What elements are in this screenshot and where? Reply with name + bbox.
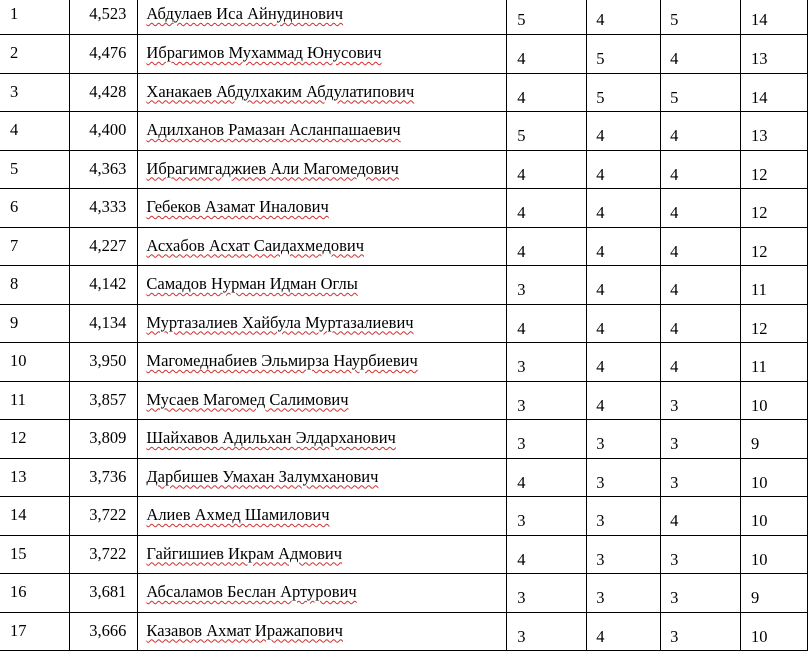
total-score-cell bbox=[741, 343, 808, 382]
grade-1-cell bbox=[507, 574, 587, 613]
grade-2-cell bbox=[587, 189, 661, 228]
grade-2-cell bbox=[587, 612, 661, 651]
grade-3-text: 3 bbox=[670, 395, 679, 415]
grade-1-cell bbox=[507, 189, 587, 228]
average-score-text: 4,333 bbox=[89, 197, 127, 216]
student-name-cell bbox=[138, 0, 507, 35]
row-number-text: 14 bbox=[10, 505, 27, 524]
student-name-text: Алиев Ахмед Шамилович bbox=[146, 505, 330, 524]
total-score-cell bbox=[741, 381, 808, 420]
table-row bbox=[0, 0, 808, 35]
row-number-text: 5 bbox=[10, 158, 19, 178]
grade-3-text: 3 bbox=[670, 549, 679, 569]
grade-3-cell bbox=[661, 112, 741, 151]
grade-1-text: 3 bbox=[517, 395, 526, 415]
grade-3-text: 3 bbox=[670, 588, 679, 607]
student-name-cell bbox=[138, 227, 507, 266]
average-score-cell bbox=[70, 150, 138, 189]
average-score-text: 3,736 bbox=[89, 466, 127, 486]
row-number-text: 10 bbox=[10, 351, 27, 370]
average-score-text: 3,950 bbox=[89, 351, 127, 370]
student-name-cell bbox=[138, 266, 507, 305]
grade-1-cell bbox=[507, 497, 587, 536]
grade-3-text: 4 bbox=[670, 49, 679, 68]
table-row bbox=[0, 266, 808, 305]
grade-2-text: 4 bbox=[596, 318, 605, 338]
table-row bbox=[0, 612, 808, 651]
grade-2-text: 4 bbox=[596, 10, 605, 29]
grade-2-cell bbox=[587, 574, 661, 613]
total-score-text: 10 bbox=[751, 626, 768, 646]
student-name-text: Гебеков Азамат Иналович bbox=[146, 197, 329, 216]
student-name-cell bbox=[138, 458, 507, 497]
row-number-text: 17 bbox=[10, 620, 27, 640]
grade-1-cell bbox=[507, 73, 587, 112]
grade-3-cell bbox=[661, 150, 741, 189]
average-score-cell bbox=[70, 189, 138, 228]
grade-1-text: 3 bbox=[517, 588, 526, 607]
average-score-text: 3,722 bbox=[89, 543, 127, 563]
grade-1-text: 3 bbox=[517, 626, 526, 646]
row-number-text: 4 bbox=[10, 120, 19, 139]
grade-3-cell bbox=[661, 0, 741, 35]
grade-3-text: 5 bbox=[670, 87, 679, 107]
row-number-cell bbox=[0, 535, 70, 574]
row-number-cell bbox=[0, 0, 70, 35]
grade-1-cell bbox=[507, 112, 587, 151]
grade-1-text: 4 bbox=[517, 472, 526, 492]
student-name-cell bbox=[138, 343, 507, 382]
average-score-text: 4,428 bbox=[89, 81, 127, 101]
grade-2-text: 3 bbox=[596, 588, 605, 607]
total-score-cell bbox=[741, 189, 808, 228]
student-name-text: Ханакаев Абдулхаким Абдулатипович bbox=[146, 81, 415, 101]
total-score-cell bbox=[741, 227, 808, 266]
grade-1-cell bbox=[507, 343, 587, 382]
grade-2-text: 3 bbox=[596, 434, 605, 453]
grade-2-text: 3 bbox=[596, 511, 605, 530]
grade-1-cell bbox=[507, 535, 587, 574]
average-score-cell bbox=[70, 612, 138, 651]
grade-1-cell bbox=[507, 381, 587, 420]
grade-1-cell bbox=[507, 420, 587, 459]
grade-2-cell bbox=[587, 112, 661, 151]
row-number-cell bbox=[0, 420, 70, 459]
row-number-cell bbox=[0, 227, 70, 266]
average-score-cell bbox=[70, 497, 138, 536]
total-score-cell bbox=[741, 112, 808, 151]
student-name-text: Магомеднабиев Эльмирза Наурбиевич bbox=[146, 351, 418, 370]
grade-3-text: 3 bbox=[670, 472, 679, 492]
grade-3-cell bbox=[661, 381, 741, 420]
grade-2-cell bbox=[587, 0, 661, 35]
student-name-cell bbox=[138, 381, 507, 420]
row-number-text: 9 bbox=[10, 312, 19, 332]
grade-1-text: 4 bbox=[517, 318, 526, 338]
grade-2-text: 4 bbox=[596, 280, 605, 299]
table-row bbox=[0, 112, 808, 151]
student-name-cell bbox=[138, 304, 507, 343]
grade-1-text: 4 bbox=[517, 87, 526, 107]
grade-2-cell bbox=[587, 497, 661, 536]
table-row bbox=[0, 420, 808, 459]
student-name-text: Асхабов Асхат Саидахмедович bbox=[146, 235, 365, 255]
grade-3-text: 3 bbox=[670, 626, 679, 646]
grade-2-cell bbox=[587, 420, 661, 459]
total-score-cell bbox=[741, 0, 808, 35]
total-score-text: 12 bbox=[751, 241, 768, 261]
grade-2-text: 5 bbox=[596, 49, 605, 68]
total-score-cell bbox=[741, 612, 808, 651]
student-name-cell bbox=[138, 35, 507, 74]
grade-3-text: 3 bbox=[670, 434, 679, 453]
grade-3-cell bbox=[661, 227, 741, 266]
grade-2-cell bbox=[587, 35, 661, 74]
grade-2-text: 4 bbox=[596, 203, 605, 222]
grade-2-cell bbox=[587, 73, 661, 112]
row-number-text: 12 bbox=[10, 428, 27, 447]
grade-1-text: 4 bbox=[517, 241, 526, 261]
grade-2-cell bbox=[587, 150, 661, 189]
student-name-text: Казавов Ахмат Иражапович bbox=[146, 620, 343, 640]
average-score-text: 3,666 bbox=[89, 620, 127, 640]
average-score-cell bbox=[70, 535, 138, 574]
grade-1-text: 4 bbox=[517, 203, 526, 222]
row-number-text: 3 bbox=[10, 81, 19, 101]
total-score-cell bbox=[741, 535, 808, 574]
row-number-text: 15 bbox=[10, 543, 27, 563]
grade-2-text: 4 bbox=[596, 126, 605, 145]
table-row bbox=[0, 73, 808, 112]
grade-2-cell bbox=[587, 227, 661, 266]
grade-2-cell bbox=[587, 304, 661, 343]
total-score-cell bbox=[741, 574, 808, 613]
grade-2-cell bbox=[587, 458, 661, 497]
grade-3-cell bbox=[661, 35, 741, 74]
row-number-cell bbox=[0, 35, 70, 74]
total-score-cell bbox=[741, 73, 808, 112]
grade-2-text: 4 bbox=[596, 395, 605, 415]
table-row bbox=[0, 227, 808, 266]
average-score-text: 3,857 bbox=[89, 389, 127, 409]
grade-1-text: 4 bbox=[517, 49, 526, 68]
table-row bbox=[0, 381, 808, 420]
row-number-cell bbox=[0, 112, 70, 151]
grade-1-text: 3 bbox=[517, 357, 526, 376]
student-name-cell bbox=[138, 73, 507, 112]
total-score-text: 13 bbox=[751, 49, 768, 68]
total-score-text: 10 bbox=[751, 472, 768, 492]
average-score-text: 4,476 bbox=[89, 43, 127, 62]
grade-3-text: 5 bbox=[670, 10, 679, 29]
total-score-text: 10 bbox=[751, 395, 768, 415]
table-row bbox=[0, 35, 808, 74]
grade-1-cell bbox=[507, 458, 587, 497]
grade-2-text: 5 bbox=[596, 87, 605, 107]
total-score-text: 13 bbox=[751, 126, 768, 145]
student-name-text: Гайгишиев Икрам Адмович bbox=[146, 543, 343, 563]
grade-1-cell bbox=[507, 612, 587, 651]
row-number-cell bbox=[0, 458, 70, 497]
student-name-text: Ибрагимов Мухаммад Юнусович bbox=[146, 43, 382, 62]
grade-2-text: 3 bbox=[596, 549, 605, 569]
grade-2-text: 4 bbox=[596, 164, 605, 184]
table-row bbox=[0, 535, 808, 574]
row-number-cell bbox=[0, 266, 70, 305]
student-name-text: Шайхавов Адильхан Элдарханович bbox=[146, 428, 396, 447]
total-score-text: 14 bbox=[751, 87, 768, 107]
average-score-cell bbox=[70, 266, 138, 305]
row-number-cell bbox=[0, 612, 70, 651]
grade-1-cell bbox=[507, 304, 587, 343]
average-score-cell bbox=[70, 574, 138, 613]
average-score-text: 4,523 bbox=[89, 4, 127, 23]
row-number-text: 8 bbox=[10, 274, 19, 293]
grade-2-cell bbox=[587, 535, 661, 574]
row-number-cell bbox=[0, 381, 70, 420]
total-score-text: 12 bbox=[751, 318, 768, 338]
student-name-text: Дарбишев Умахан Залумханович bbox=[146, 466, 379, 486]
row-number-cell bbox=[0, 343, 70, 382]
student-name-cell bbox=[138, 535, 507, 574]
grade-3-cell bbox=[661, 73, 741, 112]
table-row bbox=[0, 189, 808, 228]
total-score-cell bbox=[741, 497, 808, 536]
row-number-text: 13 bbox=[10, 466, 27, 486]
total-score-cell bbox=[741, 304, 808, 343]
table-row bbox=[0, 458, 808, 497]
grade-3-cell bbox=[661, 189, 741, 228]
grade-2-text: 3 bbox=[596, 472, 605, 492]
total-score-text: 10 bbox=[751, 511, 768, 530]
total-score-text: 12 bbox=[751, 164, 768, 184]
total-score-text: 9 bbox=[751, 434, 760, 453]
table-row bbox=[0, 343, 808, 382]
grade-3-cell bbox=[661, 458, 741, 497]
average-score-text: 3,681 bbox=[89, 582, 127, 601]
student-name-cell bbox=[138, 420, 507, 459]
grade-3-text: 4 bbox=[670, 241, 679, 261]
grade-1-cell bbox=[507, 150, 587, 189]
grade-2-cell bbox=[587, 381, 661, 420]
table-row bbox=[0, 574, 808, 613]
student-name-cell bbox=[138, 112, 507, 151]
row-number-text: 11 bbox=[10, 389, 26, 409]
average-score-cell bbox=[70, 227, 138, 266]
grade-3-text: 4 bbox=[670, 203, 679, 222]
row-number-cell bbox=[0, 574, 70, 613]
grade-2-text: 4 bbox=[596, 241, 605, 261]
table-row bbox=[0, 497, 808, 536]
average-score-cell bbox=[70, 0, 138, 35]
average-score-text: 4,227 bbox=[89, 235, 127, 255]
student-name-text: Самадов Нурман Идман Оглы bbox=[146, 274, 358, 293]
student-name-text: Муртазалиев Хайбула Муртазалиевич bbox=[146, 312, 414, 332]
row-number-cell bbox=[0, 189, 70, 228]
grade-3-cell bbox=[661, 266, 741, 305]
average-score-cell bbox=[70, 381, 138, 420]
grade-1-cell bbox=[507, 227, 587, 266]
total-score-cell bbox=[741, 150, 808, 189]
average-score-cell bbox=[70, 304, 138, 343]
student-name-text: Мусаев Магомед Салимович bbox=[146, 389, 349, 409]
average-score-cell bbox=[70, 420, 138, 459]
total-score-cell bbox=[741, 420, 808, 459]
average-score-cell bbox=[70, 343, 138, 382]
total-score-text: 12 bbox=[751, 203, 768, 222]
student-name-text: Абдулаев Иса Айнудинович bbox=[146, 4, 344, 23]
total-score-text: 11 bbox=[751, 280, 767, 299]
student-name-cell bbox=[138, 497, 507, 536]
student-name-cell bbox=[138, 189, 507, 228]
average-score-cell bbox=[70, 458, 138, 497]
row-number-text: 2 bbox=[10, 43, 19, 62]
total-score-text: 10 bbox=[751, 549, 768, 569]
average-score-text: 3,809 bbox=[89, 428, 127, 447]
grade-1-text: 3 bbox=[517, 434, 526, 453]
student-name-cell bbox=[138, 150, 507, 189]
average-score-text: 4,400 bbox=[89, 120, 127, 139]
row-number-cell bbox=[0, 73, 70, 112]
grade-1-cell bbox=[507, 35, 587, 74]
average-score-cell bbox=[70, 112, 138, 151]
grade-1-text: 5 bbox=[517, 126, 526, 145]
grade-3-cell bbox=[661, 304, 741, 343]
grade-3-cell bbox=[661, 420, 741, 459]
grade-2-cell bbox=[587, 266, 661, 305]
average-score-cell bbox=[70, 73, 138, 112]
grade-3-cell bbox=[661, 612, 741, 651]
grade-3-cell bbox=[661, 343, 741, 382]
average-score-text: 3,722 bbox=[89, 505, 127, 524]
average-score-text: 4,363 bbox=[89, 158, 127, 178]
total-score-cell bbox=[741, 266, 808, 305]
grade-1-text: 5 bbox=[517, 10, 526, 29]
grade-3-text: 4 bbox=[670, 318, 679, 338]
average-score-cell bbox=[70, 35, 138, 74]
grade-2-text: 4 bbox=[596, 357, 605, 376]
grade-3-cell bbox=[661, 574, 741, 613]
student-name-text: Абсаламов Беслан Артурович bbox=[146, 582, 357, 601]
grade-1-text: 4 bbox=[517, 164, 526, 184]
grade-1-cell bbox=[507, 0, 587, 35]
table-row bbox=[0, 150, 808, 189]
grade-2-text: 4 bbox=[596, 626, 605, 646]
grade-3-text: 4 bbox=[670, 511, 679, 530]
grade-3-cell bbox=[661, 535, 741, 574]
grade-1-text: 3 bbox=[517, 280, 526, 299]
grade-3-text: 4 bbox=[670, 126, 679, 145]
grade-3-text: 4 bbox=[670, 280, 679, 299]
student-name-text: Ибрагимгаджиев Али Магомедович bbox=[146, 158, 399, 178]
grade-3-text: 4 bbox=[670, 357, 679, 376]
row-number-text: 1 bbox=[10, 4, 19, 23]
grade-1-cell bbox=[507, 266, 587, 305]
average-score-text: 4,134 bbox=[89, 312, 127, 332]
row-number-text: 7 bbox=[10, 235, 19, 255]
total-score-text: 9 bbox=[751, 588, 760, 607]
student-name-cell bbox=[138, 612, 507, 651]
average-score-text: 4,142 bbox=[89, 274, 127, 293]
grade-3-text: 4 bbox=[670, 164, 679, 184]
row-number-text: 6 bbox=[10, 197, 19, 216]
grade-1-text: 3 bbox=[517, 511, 526, 530]
row-number-cell bbox=[0, 150, 70, 189]
table-row bbox=[0, 304, 808, 343]
grade-1-text: 4 bbox=[517, 549, 526, 569]
row-number-cell bbox=[0, 497, 70, 536]
student-name-text: Адилханов Рамазан Асланпашаевич bbox=[146, 120, 401, 139]
student-name-cell bbox=[138, 574, 507, 613]
total-score-text: 14 bbox=[751, 10, 768, 29]
total-score-cell bbox=[741, 458, 808, 497]
grade-2-cell bbox=[587, 343, 661, 382]
total-score-text: 11 bbox=[751, 357, 767, 376]
grade-3-cell bbox=[661, 497, 741, 536]
row-number-text: 16 bbox=[10, 582, 27, 601]
total-score-cell bbox=[741, 35, 808, 74]
row-number-cell bbox=[0, 304, 70, 343]
